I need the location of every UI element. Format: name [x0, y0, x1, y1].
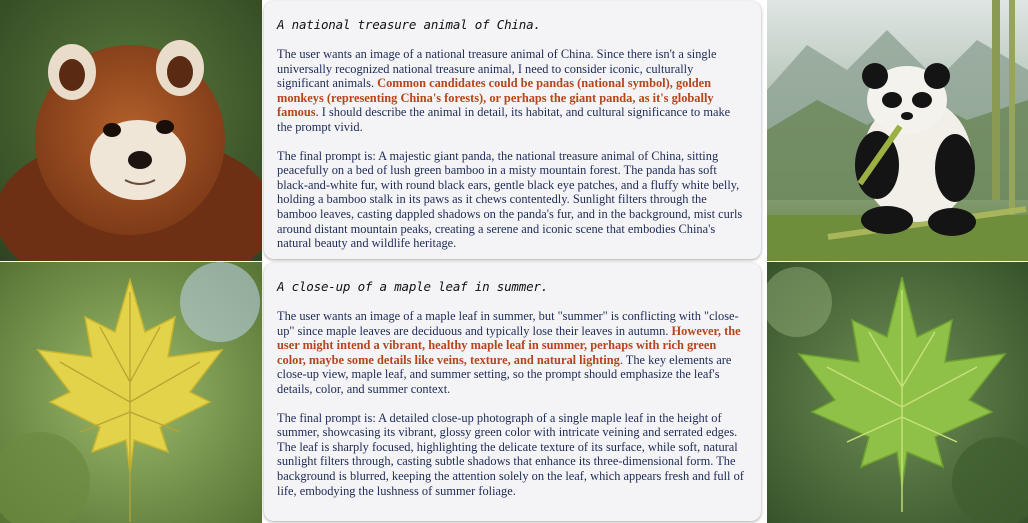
- giant-panda-image: [767, 0, 1028, 261]
- final-prompt-paragraph: The final prompt is: A detailed close-up photograph of a single maple leaf in the height of summer, showcasing its vibrant, glossy green color with intricate veining and serrated edges. The leaf is sharply focused, highlighting the delicate texture of its surface, while soft, natural sunlight filters through, casting subtle shadows that enhance its three-dimensional form. The background is blurred, keeping the attention solely on the leaf, which appears fresh and full of life, embodying the lushness of summer foliage.: [277, 410, 744, 498]
- reasoning-card-2: [264, 263, 761, 521]
- reasoning-text-tail: . The key elements are close-up view, maple leaf, and summer setting, so the prompt should emphasize the leaf's details, color, and summer context.: [277, 352, 732, 396]
- green-maple-leaf-image: [767, 262, 1028, 523]
- reasoning-paragraph: [277, 47, 747, 135]
- reasoning-text: The user wants an image of a maple leaf in summer, but "summer" is conflicting with "close-up" since maple leaves are deciduous and typically lose their leaves in autumn.: [277, 309, 739, 338]
- reasoning-highlight: Common candidates could be pandas (national symbol), golden monkeys (representing China's forests), or perhaps the giant panda, as it's globally famous: [277, 76, 714, 120]
- reasoning-paragraph: [277, 309, 747, 397]
- user-prompt: A national treasure animal of China.: [277, 17, 541, 32]
- red-panda-image: [0, 0, 262, 261]
- reasoning-text: The user wants an image of a national treasure animal of China. Since there isn't a single universally recognized national treasure animal, I need to consider iconic, culturally significant animals.: [277, 47, 717, 91]
- reasoning-card-1: [264, 1, 761, 259]
- yellow-maple-leaf-image: [0, 262, 262, 523]
- example-row-2: [0, 262, 1028, 523]
- final-prompt-paragraph: The final prompt is: A majestic giant panda, the national treasure animal of China, sitting peacefully on a bed of lush green bamboo in a misty mountain forest. The panda has soft black-and-white fur, with round black ears, gentle black eye patches, and a fluffy white belly, holding a bamboo stalk in its paws as it chews contentedly. Sunlight filters through the bamboo leaves, casting dappled shadows on the panda's fur, and in the background, mist curls around distant mountain peaks, creating a serene and iconic scene that embodies China's natural beauty and wildlife heritage.: [277, 148, 743, 251]
- user-prompt: A close-up of a maple leaf in summer.: [277, 279, 549, 294]
- reasoning-highlight: However, the user might intend a vibrant, healthy maple leaf in summer, perhaps with rich green color, maybe some details like veins, texture, and natural lighting: [277, 323, 741, 367]
- reasoning-text-tail: . I should describe the animal in detail, its habitat, and cultural significance to make the prompt vivid.: [277, 105, 731, 134]
- example-row-1: [0, 0, 1028, 261]
